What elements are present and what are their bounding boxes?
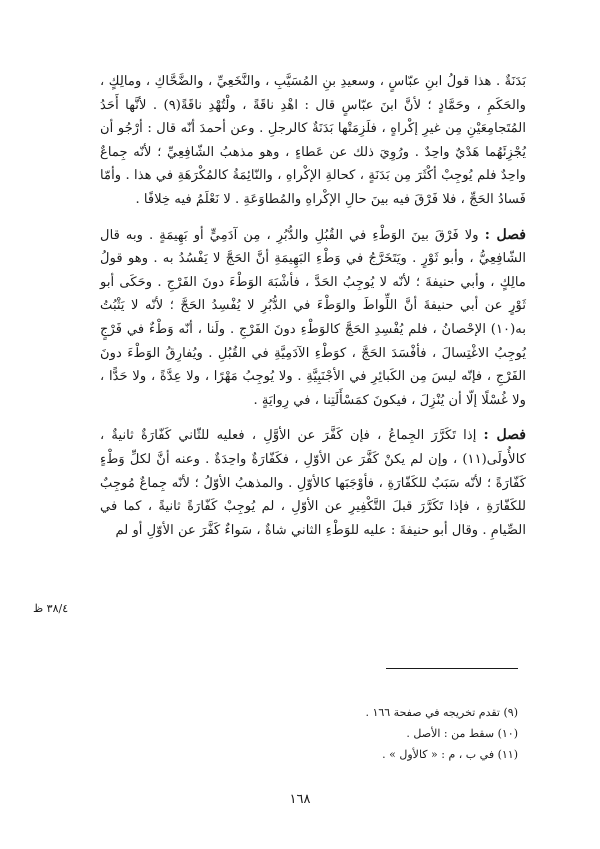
paragraph-1 bbox=[100, 70, 526, 212]
paragraph-2-text: ولا فَرْقَ بينَ الوَطْءِ في القُبُلِ والدُّبُرِ ، مِن آدَمِيٍّ أو بَهِيمَةٍ . وبه قال الشّافِعِيُّ ، وأبو ثَوْرٍ . ويَتَخَرَّجُ في وَطْءِ البَهِيمَةِ أنَّ الحَجَّ لا يَفْسُدُ به . وهو قولُ مالِكٍ ، وأبي حنيفةَ ؛ لأنّه لا يُوجِبُ الحَدَّ ، فأشْبَهَ الوَطْءَ دونَ الفَرْجِ . وحَكَى أبو ثَوْرٍ عن أبي حنيفةَ أنَّ اللِّواطَ والوَطْءَ في الدُّبُرِ لا يُفْسِدُ الحَجَّ ؛ لأنّه لا يَثْبُتُ به(١٠) الإحْصانُ ، فلم يُفْسِدِ الحَجَّ كالوَطْءِ دونَ الفَرْجِ . ولَنا ، أنّه وَطْءٌ في فَرْجٍ يُوجِبُ الاغْتِسالَ ، فأفْسَدَ الحَجَّ ، كوَطْءِ الآدَمِيَّةِ في القُبُلِ . ويُفارِقُ الوَطْءَ دونَ الفَرْجِ ، فإنّه ليسَ مِن الكَبائِرِ في الأجْنَبِيَّةِ . ولا يُوجِبُ مَهْرًا ، ولا عِدَّةً ، ولا حَدًّا ، ولا غُسْلًا إلّا أن يُنْزِلَ ، فيكونَ كمَسْأَلَتِنا ، في رِوايَةٍ . bbox=[100, 227, 526, 408]
footnote-divider bbox=[386, 668, 518, 669]
footnote-11: (١١) في ب ، م : « كالأول » . bbox=[382, 748, 518, 761]
paragraph-2 bbox=[100, 224, 526, 413]
paragraph-3 bbox=[100, 424, 526, 542]
footnote-10: (١٠) سقط من : الأصل . bbox=[406, 727, 518, 740]
paragraph-3-text: إذا تَكَرَّرَ الجِماعُ ، فإن كَفَّرَ عن الأوَّلِ ، فعليه للثّاني كَفّارَةٌ ثانيةٌ ، كالأُولَى(١١) ، وإن لم يكنْ كَفَّرَ عن الأوّلِ ، فكَفّارَةٌ واحِدَةٌ . وعنه أنَّ لكلِّ وَطْءٍ كَفّارَةً ؛ لأنّه سَبَبٌ للكَفّارَةِ ، فأوْجَبَها كالأوّلِ . والمذهبُ الأوّلُ ؛ لأنّه جِماعٌ مُوجِبٌ للكَفّارَةِ ، فإذا تَكَرَّرَ قبلَ التَّكْفِيرِ عن الأوّلِ ، لم يُوجِبْ كَفّارَةً ثانيةً ، كما في الصِّيامِ . وقال أبو حنيفةَ : عليه للوَطْءِ الثاني شاةٌ ، سَواءٌ كَفَّرَ عن الأوّلِ أو لم bbox=[100, 428, 526, 538]
manuscript-folio-marker: ٣٨/٤ ظ bbox=[33, 602, 69, 615]
section-heading: فصل : bbox=[484, 226, 526, 243]
paragraph-1-text: بَدَنَةٌ . هذا قولُ ابنِ عبّاسٍ ، وسعيدِ بنِ المُسَيَّبِ ، والنَّخَعِيِّ ، والضَّحَّاكِ ، ومالِكٍ ، والحَكَمِ ، وحَمَّادٍ ؛ لأنَّ ابنَ عبّاسٍ قال : اهْدِ ناقَةً ، ولْتُهْدِ ناقَةً(٩) . لأنَّها أَحَدُ المُتَجامِعَيْنِ مِن غيرِ إكْراهٍ ، فلَزِمَتْها بَدَنَةٌ كالرجلِ . وعن أحمدَ أنّه قال : أرْجُو أن يُجْزِئَهُما هَدْيٌ واحِدٌ . ورُوِيَ ذلك عن عَطاءٍ ، وهو مذهبُ الشّافِعِيِّ ؛ لأنّه جِماعٌ واحِدٌ فلم يُوجِبْ أكْثَرَ مِن بَدَنَةٍ ، كحالةِ الإكْراهِ ، والنّائِمَةُ كالمُكْرَهَةِ في هذا . وأمّا فَسادُ الحَجِّ ، فلا فَرْقَ فيه بينَ حالِ الإكْراهِ والمُطاوَعَةِ . لا نَعْلَمُ فيه خِلافًا . bbox=[100, 74, 526, 207]
footnotes bbox=[98, 702, 518, 765]
section-heading: فصل : bbox=[483, 427, 526, 444]
footnote-9: (٩) تقدم تخريجه في صفحة ١٦٦ . bbox=[365, 706, 518, 719]
main-text bbox=[100, 70, 526, 542]
page-number: ١٦٨ bbox=[289, 792, 311, 807]
